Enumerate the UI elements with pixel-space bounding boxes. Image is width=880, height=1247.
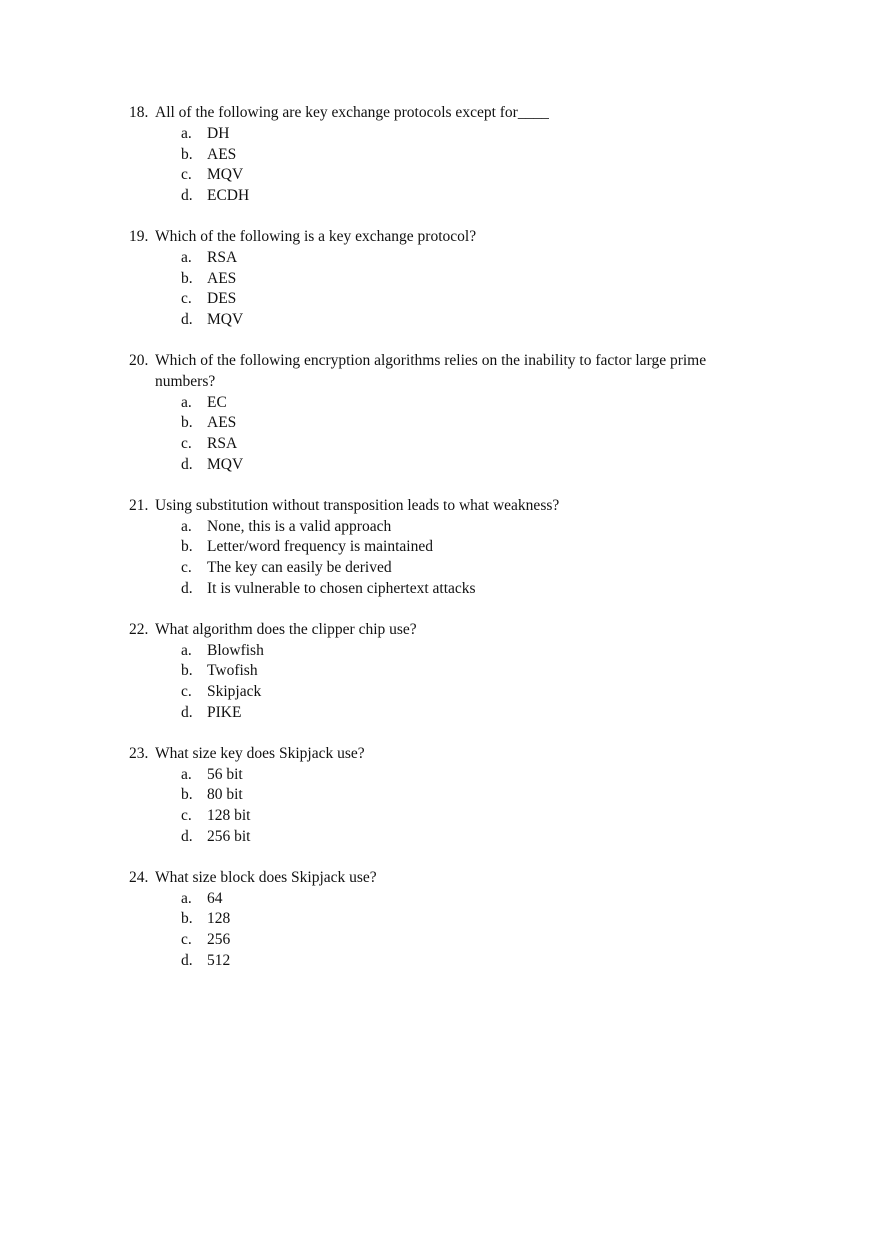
question-text: What size key does Skipjack use? — [155, 744, 365, 762]
option-letter: c. — [181, 807, 192, 825]
option-item — [155, 951, 749, 972]
option-letter: d. — [181, 579, 193, 597]
option-item — [155, 558, 749, 579]
option-item — [155, 124, 749, 145]
option-item — [155, 248, 749, 269]
option-letter: d. — [181, 951, 193, 969]
option-text: None, this is a valid approach — [207, 517, 392, 535]
option-text: 128 — [207, 910, 231, 928]
option-item — [155, 455, 749, 476]
option-item — [155, 537, 749, 558]
question-18 — [129, 103, 749, 207]
option-list — [155, 765, 749, 848]
option-letter: b. — [181, 538, 193, 556]
option-text: Blowfish — [207, 641, 264, 659]
option-letter: b. — [181, 269, 193, 287]
option-text: 128 bit — [207, 807, 251, 825]
option-text: 64 — [207, 889, 223, 907]
option-item — [155, 145, 749, 166]
option-letter: a. — [181, 248, 192, 266]
option-item — [155, 186, 749, 207]
option-item — [155, 827, 749, 848]
option-text: It is vulnerable to chosen ciphertext attacks — [207, 579, 476, 597]
option-text: RSA — [207, 248, 238, 266]
option-letter: c. — [181, 931, 192, 949]
option-letter: d. — [181, 311, 193, 329]
option-text: Twofish — [207, 662, 258, 680]
option-letter: c. — [181, 559, 192, 577]
question-text: What size block does Skipjack use? — [155, 868, 377, 886]
question-number: 21. — [129, 496, 149, 514]
question-number: 23. — [129, 744, 149, 762]
option-letter: a. — [181, 124, 192, 142]
option-text: DH — [207, 124, 230, 142]
option-letter: c. — [181, 166, 192, 184]
option-letter: b. — [181, 414, 193, 432]
option-text: MQV — [207, 311, 244, 329]
option-item — [155, 413, 749, 434]
option-letter: d. — [181, 827, 193, 845]
question-text: Which of the following encryption algorithms relies on the inability to factor large prime numbers? — [155, 351, 707, 390]
option-letter: b. — [181, 145, 193, 163]
option-text: MQV — [207, 455, 244, 473]
option-item — [155, 579, 749, 600]
option-text: Skipjack — [207, 683, 262, 701]
question-list — [129, 103, 749, 992]
option-text: ECDH — [207, 187, 250, 205]
option-item — [155, 310, 749, 331]
option-text: The key can easily be derived — [207, 559, 392, 577]
option-item — [155, 765, 749, 786]
option-item — [155, 661, 749, 682]
question-text: Using substitution without transposition leads to what weakness? — [155, 496, 560, 514]
question-23 — [129, 744, 749, 848]
option-letter: a. — [181, 765, 192, 783]
question-21 — [129, 496, 749, 600]
option-letter: c. — [181, 683, 192, 701]
option-letter: a. — [181, 517, 192, 535]
option-letter: b. — [181, 786, 193, 804]
option-item — [155, 930, 749, 951]
question-text: Which of the following is a key exchange protocol? — [155, 227, 477, 245]
option-list — [155, 124, 749, 207]
option-text: RSA — [207, 435, 238, 453]
option-text: 256 bit — [207, 827, 251, 845]
option-letter: c. — [181, 435, 192, 453]
option-letter: d. — [181, 187, 193, 205]
option-letter: c. — [181, 290, 192, 308]
option-item — [155, 165, 749, 186]
option-text: AES — [207, 269, 237, 287]
option-letter: a. — [181, 889, 192, 907]
option-item — [155, 393, 749, 414]
option-text: AES — [207, 145, 237, 163]
option-letter: b. — [181, 910, 193, 928]
option-text: MQV — [207, 166, 244, 184]
option-item — [155, 434, 749, 455]
option-text: 512 — [207, 951, 231, 969]
option-letter: a. — [181, 641, 192, 659]
question-24 — [129, 868, 749, 972]
option-list — [155, 641, 749, 724]
option-item — [155, 806, 749, 827]
option-item — [155, 517, 749, 538]
question-number: 24. — [129, 868, 149, 886]
option-list — [155, 517, 749, 600]
option-item — [155, 889, 749, 910]
option-letter: d. — [181, 455, 193, 473]
option-text: Letter/word frequency is maintained — [207, 538, 433, 556]
option-letter: b. — [181, 662, 193, 680]
option-letter: d. — [181, 703, 193, 721]
option-item — [155, 289, 749, 310]
question-19 — [129, 227, 749, 331]
option-item — [155, 785, 749, 806]
option-item — [155, 682, 749, 703]
option-letter: a. — [181, 393, 192, 411]
option-text: 80 bit — [207, 786, 243, 804]
option-item — [155, 909, 749, 930]
option-list — [155, 248, 749, 331]
option-item — [155, 641, 749, 662]
question-22 — [129, 620, 749, 724]
option-text: DES — [207, 290, 237, 308]
option-text: 56 bit — [207, 765, 243, 783]
option-list — [155, 393, 749, 476]
option-list — [155, 889, 749, 972]
question-number: 18. — [129, 104, 149, 121]
question-number: 19. — [129, 227, 149, 245]
question-number: 20. — [129, 351, 149, 369]
question-text: What algorithm does the clipper chip use? — [155, 620, 417, 638]
option-text: EC — [207, 393, 227, 411]
question-number: 22. — [129, 620, 149, 638]
question-20 — [129, 351, 749, 476]
option-text: AES — [207, 414, 237, 432]
option-text: PIKE — [207, 703, 242, 721]
option-item — [155, 703, 749, 724]
question-text: All of the following are key exchange protocols except for____ — [155, 104, 549, 121]
option-text: 256 — [207, 931, 231, 949]
option-item — [155, 269, 749, 290]
